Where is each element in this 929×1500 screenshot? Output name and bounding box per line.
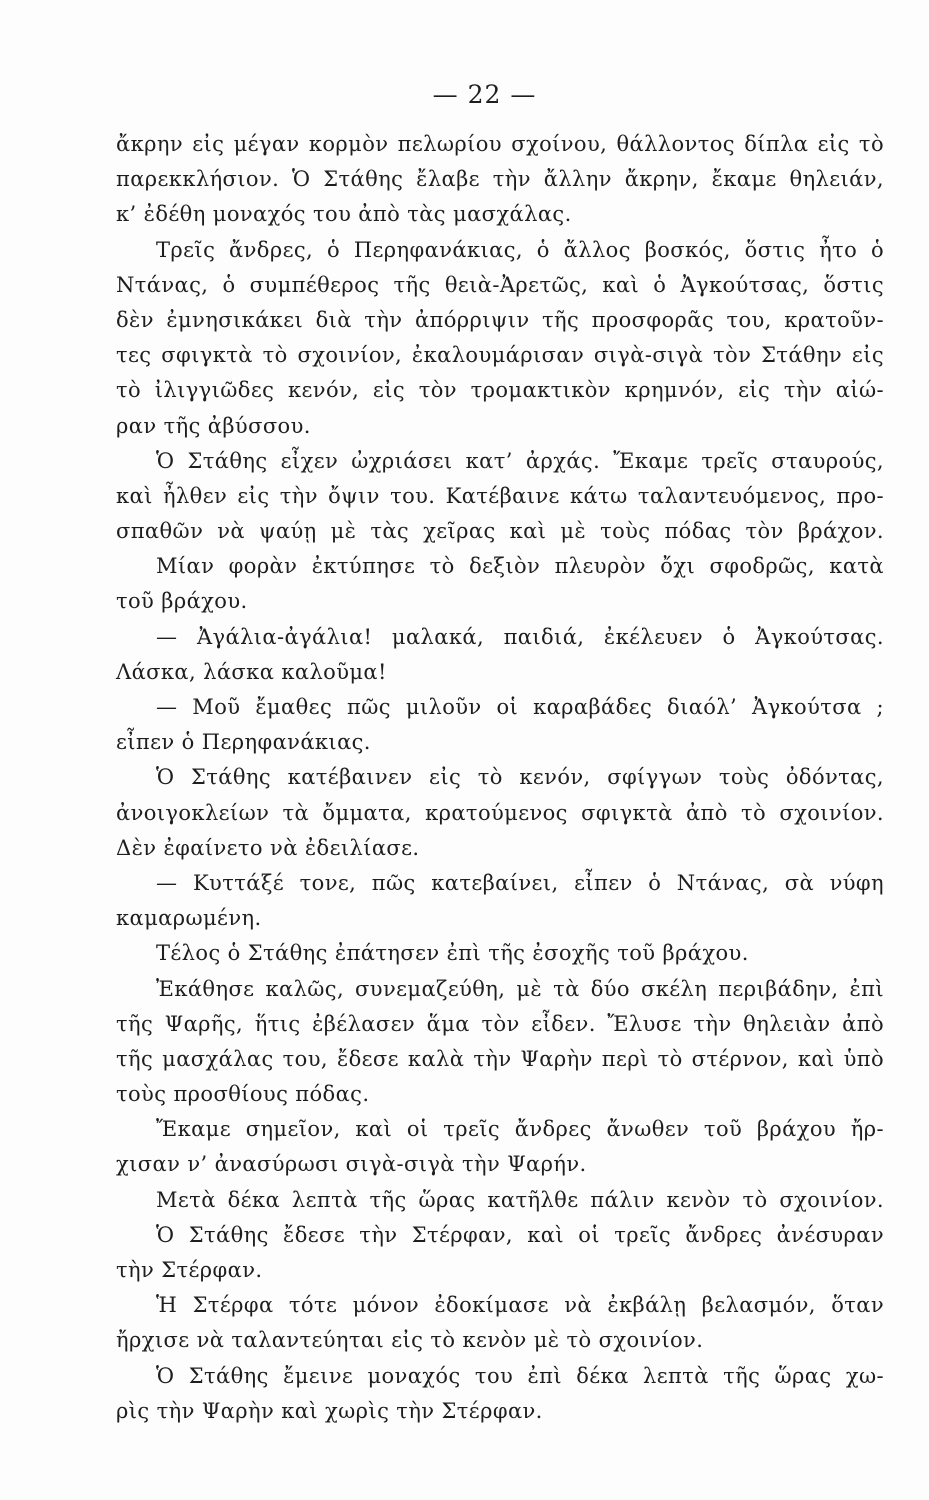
text-line: Λάσκα, λάσκα καλοῦμα! [116,659,387,684]
text-line: τὴν Στέρφαν. [116,1258,263,1282]
text-line: ἀνοιγοκλείων τὰ ὄμματα, κρατούμενος σφιγκτὰ ἀπὸ τὸ σχοινίον. [116,800,884,825]
text-line: Ὁ Στάθης κατέβαινεν εἰς τὸ κενόν, σφίγγων τοὺς ὀδόντας, [156,765,884,790]
text-line: Τρεῖς ἄνδρες, ὁ Περηφανάκιας, ὁ ἄλλος βοσκός, ὅστις ἦτο ὁ [156,237,884,262]
text-line: τῆς Ψαρῆς, ἥτις ἐβέλασεν ἅμα τὸν εἶδεν. Ἔλυσε τὴν θηλειὰν ἀπὸ [116,1011,884,1036]
text-line: Μίαν φορὰν ἐκτύπησε τὸ δεξιὸν πλευρὸν ὄχι σφοδρῶς, κατὰ [156,554,884,579]
text-line: εἶπεν ὁ Περηφανάκιας. [116,730,371,755]
text-line: — Μοῦ ἔμαθες πῶς μιλοῦν οἱ καραβάδες διαόλ’ Ἀγκούτσα ; [156,695,884,719]
text-line: — Ἀγάλια-ἀγάλια! μαλακά, παιδιά, ἐκέλευεν ὁ Ἀγκούτσας. [156,624,884,649]
text-line: παρεκκλήσιον. Ὁ Στάθης ἔλαβε τὴν ἄλλην ἄκρην, ἔκαμε θηλειάν, [116,167,884,192]
text-line: χισαν ν’ ἀνασύρωσι σιγὰ-σιγὰ τὴν Ψαρήν. [116,1152,587,1177]
page-number: — 22 — [432,80,537,109]
text-line: Ντάνας, ὁ συμπέθερος τῆς θειὰ-Ἀρετῶς, καὶ ὁ Ἀγκούτσας, ὅστις [116,272,884,297]
text-line: — Κυττάξέ τονε, πῶς κατεβαίνει, εἶπεν ὁ Ντάνας, σὰ νύφη [156,870,884,895]
body-text [116,127,884,1429]
text-line: σπαθῶν νὰ ψαύῃ μὲ τὰς χεῖρας καὶ μὲ τοὺς πόδας τὸν βράχον. [116,519,884,544]
text-line: Δὲν ἐφαίνετο νὰ ἐδειλίασε. [116,835,420,860]
text-line: ραν τῆς ἀβύσσου. [116,413,311,438]
text-line: καμαρωμένη. [116,906,262,931]
text-line: τες σφιγκτὰ τὸ σχοινίον, ἐκαλουμάρισαν σιγὰ-σιγὰ τὸν Στάθην εἰς [116,343,884,368]
text-line: τῆς μασχάλας του, ἔδεσε καλὰ τὴν Ψαρὴν περὶ τὸ στέρνον, καὶ ὑπὸ [116,1046,884,1071]
text-line: Ὁ Στάθης ἔδεσε τὴν Στέρφαν, καὶ οἱ τρεῖς ἄνδρες ἀνέσυραν [156,1222,884,1247]
text-line: κ’ ἐδέθη μοναχός του ἀπὸ τὰς μασχάλας. [116,202,572,227]
text-line: ἄκρην εἰς μέγαν κορμὸν πελωρίου σχοίνου, θάλλοντος δίπλα εἰς τὸ [116,132,884,156]
text-line: ρὶς τὴν Ψαρὴν καὶ χωρὶς τὴν Στέρφαν. [116,1398,543,1423]
text-line: τοὺς προσθίους πόδας. [116,1082,370,1107]
text-line: καὶ ἦλθεν εἰς τὴν ὄψιν του. Κατέβαινε κάτω ταλαντευόμενος, προ- [116,483,884,508]
text-line: Ἐκάθησε καλῶς, συνεμαζεύθη, μὲ τὰ δύο σκέλη περιβάδην, ἐπὶ [156,976,884,1001]
text-line: δὲν ἐμνησικάκει διὰ τὴν ἀπόρριψιν τῆς προσφορᾶς του, κρατοῦν- [116,307,884,332]
text-line: Ἔκαμε σημεῖον, καὶ οἱ τρεῖς ἄνδρες ἄνωθεν τοῦ βράχου ἤρ- [156,1117,884,1142]
text-line: Ὁ Στάθης ἔμεινε μοναχός του ἐπὶ δέκα λεπτὰ τῆς ὥρας χω- [156,1363,884,1388]
text-line: Ὁ Στάθης εἶχεν ὠχριάσει κατ’ ἀρχάς. Ἔκαμε τρεῖς σταυρούς, [156,448,884,473]
text-line: Τέλος ὁ Στάθης ἐπάτησεν ἐπὶ τῆς ἐσοχῆς τοῦ βράχου. [156,941,749,966]
text-line: Ἡ Στέρφα τότε μόνον ἐδοκίμασε νὰ ἐκβάλῃ βελασμόν, ὅταν [156,1293,884,1318]
text-line: τὸ ἰλιγγιῶδες κενόν, εἰς τὸν τρομακτικὸν κρημνόν, εἰς τὴν αἰώ- [116,378,884,403]
text-line: Μετὰ δέκα λεπτὰ τῆς ὥρας κατῆλθε πάλιν κενὸν τὸ σχοινίον. [156,1187,884,1212]
text-line: τοῦ βράχου. [116,589,248,614]
text-line: ἤρχισε νὰ ταλαντεύηται εἰς τὸ κενὸν μὲ τὸ σχοινίον. [116,1328,704,1353]
